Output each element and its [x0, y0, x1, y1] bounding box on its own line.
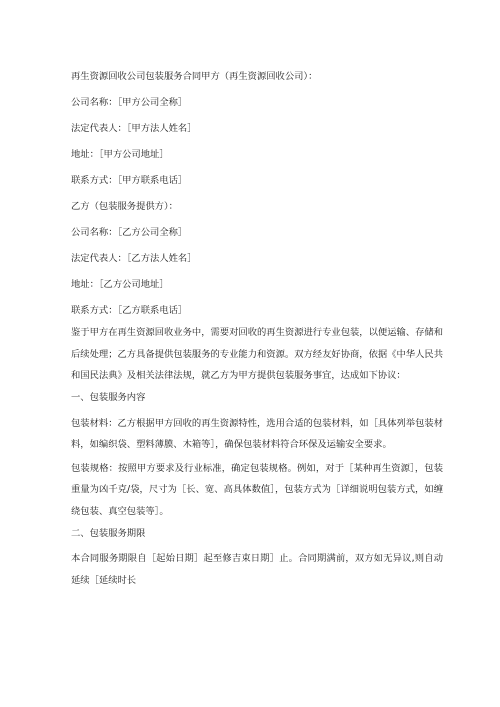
section-1-materials: 包装材料：乙方根据甲方回收的再生资源特性，选用合适的包装材料，如［具体列举包装材料，如编织袋、塑料薄膜、木箱等］，确保包装材料符合环保及运输安全要求。 — [71, 417, 443, 450]
party-a-representative: 法定代表人：［甲方法人姓名］ — [71, 123, 197, 134]
party-b-address: 地址：［乙方公司地址］ — [71, 279, 169, 290]
preamble-paragraph: 鉴于甲方在再生资源回收业务中，需要对回收的再生资源进行专业包装，以便运输、存储和后续处理；乙方具备提供包装服务的专业能力和资源。双方经友好协商，依据《中华人民共和国民法典》及相关法律法规，就乙方为甲方提供包装服务事宜，达成如下协议： — [71, 327, 443, 381]
party-b-company: 公司名称：［乙方公司全称］ — [71, 227, 188, 238]
party-a-address: 地址：［甲方公司地址］ — [71, 149, 169, 160]
party-b-contact: 联系方式：［乙方联系电话］ — [71, 305, 188, 316]
contract-document — [71, 70, 443, 591]
section-2-term: 本合同服务期限自［起始日期］起至修吉束日期］止。合同期满前，双方如无异议,则自动延续［延续时长 — [71, 553, 443, 586]
section-1-title: 一、包装服务内容 — [71, 391, 146, 403]
contract-header-line: 再生资源回收公司包装服务合同甲方（再生资源回收公司）： — [71, 71, 318, 82]
section-1-specs: 包装规格：按照甲方要求及行业标准，确定包装规格。例如，对于［某种再生资源］，包装重量为凶千克/袋，尺寸为［长、宽、高具体数值］，包装方式为［详细说明包装方式，如缠绕包装、真空包装等］。 — [71, 462, 443, 517]
party-a-company: 公司名称：［甲方公司全称］ — [71, 97, 188, 108]
party-a-contact: 联系方式：［甲方联系电话］ — [71, 175, 188, 186]
section-2-title: 二、包装服务期限 — [71, 528, 146, 539]
party-b-representative: 法定代表人：［乙方法人姓名］ — [71, 253, 197, 264]
party-b-heading: 乙方（包装服务提供方）： — [71, 201, 178, 212]
